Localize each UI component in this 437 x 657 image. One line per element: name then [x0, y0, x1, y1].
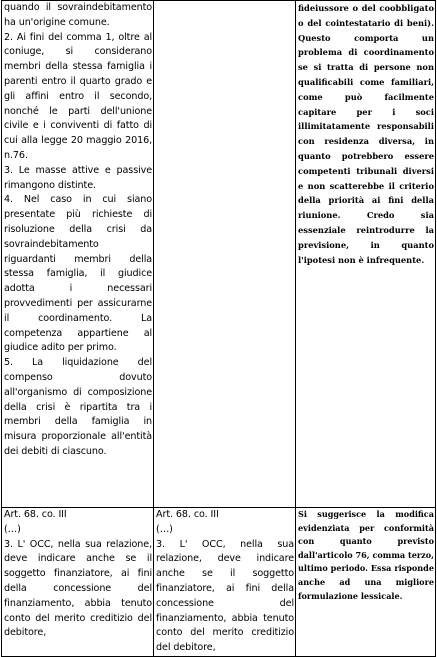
paragraph: 3. L' OCC, nella sua relazione, deve indicare anche se il soggetto finanziatore, ai fini della concessione del finanziamento, abbia tenuto conto del merito creditizio del debitore,: [156, 538, 295, 654]
table-row: [2, 508, 436, 657]
comment-cell: [296, 508, 436, 657]
paragraph: 5. La liquidazione del compenso dovuto all'organismo di composizione della crisi è ripartita tra i membri della famiglia in misura proporzionale all'entità dei debiti di ciascuno.: [4, 357, 153, 457]
paragraph: 2. Ai fini del comma 1, oltre al coniuge, si considerano membri della stessa famiglia i parenti entro il quarto grado e gli affini entro il secondo, nonché le parti dell'unione civile e i conviventi di fatto di cui alla legge 20 maggio 2016, n.76.: [4, 31, 153, 161]
proposed-text-cell: [154, 1, 296, 508]
ellipsis: (…): [4, 523, 21, 535]
document-table: [1, 0, 436, 657]
table-row: [2, 1, 436, 508]
comment-cell: [296, 1, 436, 508]
paragraph: 4. Nel caso in cui siano presentate più richieste di risoluzione della crisi da sovraindebitamento riguardanti membri della stessa famiglia, il giudice adotta i necessari provvedimenti per assicurarne il coordinamento. La competenza appartiene al giudice adito per primo.: [4, 194, 153, 354]
paragraph: 3. L' OCC, nella sua relazione, deve indicare anche se il soggetto finanziatore, ai fini della concessione del finanziamento, abbia tenuto conto del merito creditizio del debitore,: [4, 538, 153, 639]
paragraph: quando il sovraindebitamento ha un'origine comune.: [4, 2, 153, 28]
original-text-cell: [2, 508, 154, 657]
paragraph: 3. Le masse attive e passive rimangono distinte.: [4, 164, 153, 191]
article-heading: Art. 68. co. III: [4, 509, 67, 520]
original-text-cell: [2, 1, 154, 508]
proposed-text-cell: [154, 508, 296, 657]
ellipsis: (…): [156, 523, 173, 535]
paragraph: Si suggerisce la modifica evidenziata per conformità con quanto previsto dall'articolo 76, comma terzo, ultimo periodo. Essa risponde anche ad una migliore formulazione lessicale.: [298, 509, 434, 601]
paragraph: fideiussore o del coobbligato o del cointestatario di beni). Questo comporta un problema di coordinamento se si tratta di persone non qualificabili come familiari, come può facilmente capitare per i soci illimitatamente responsabili con residenza diversa, in quanto potrebbero essere competenti tribunali diversi e non scatterebbe il criterio della priorità ai fini della riunione. Credo sia essenziale reintrodurre la previsione, in quanto l'ipotesi non è infrequente.: [298, 3, 434, 265]
article-heading: Art. 68. co. III: [156, 509, 219, 520]
